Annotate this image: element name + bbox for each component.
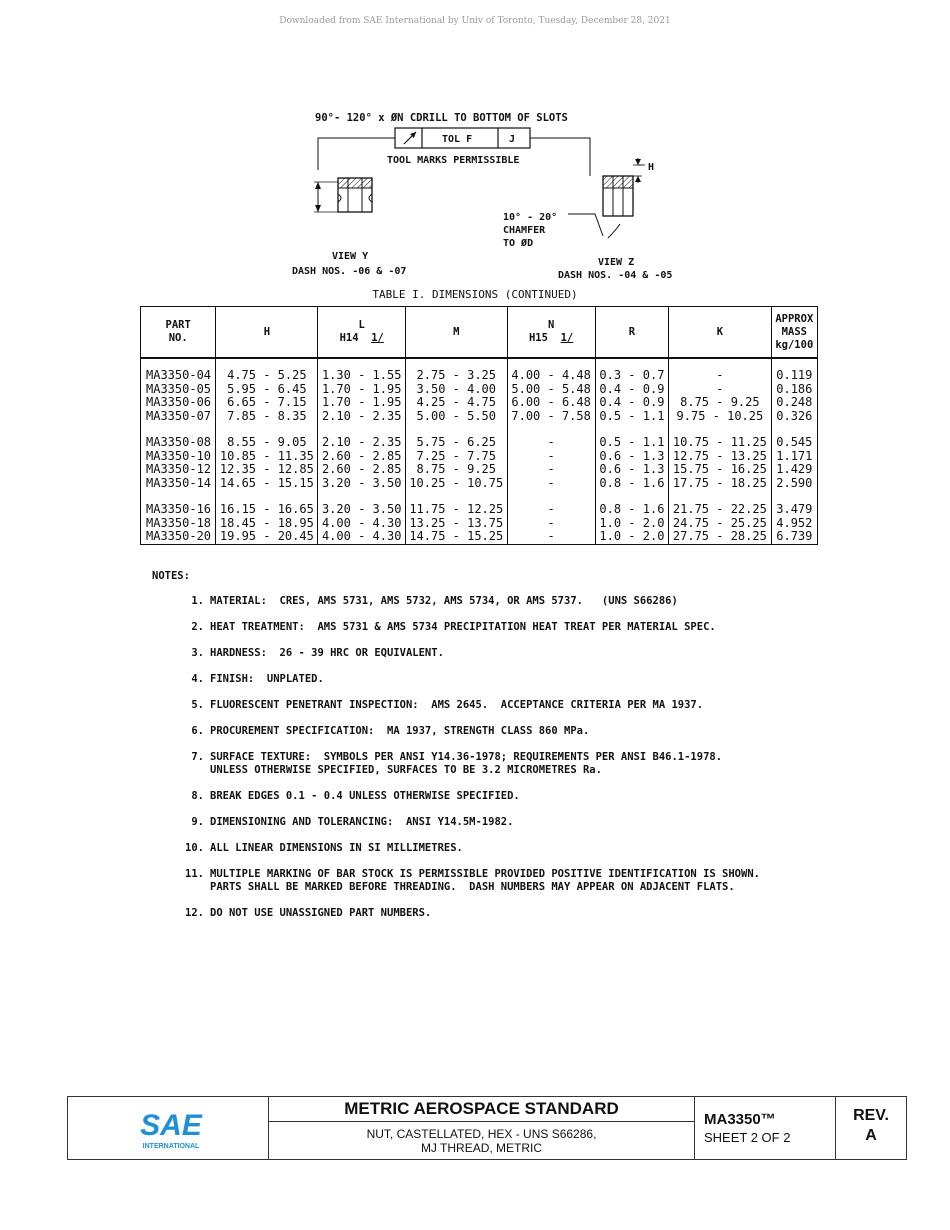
chamfer-note-2: CHAMFER (503, 225, 546, 236)
note-text: BREAK EDGES 0.1 - 0.4 UNLESS OTHERWISE SPECIFIED. (210, 790, 520, 802)
cell-r: 1.0 - 2.0 (595, 517, 668, 531)
table-row (141, 450, 818, 464)
cell-n: 4.00 - 4.48 (507, 358, 595, 383)
note-item (152, 595, 852, 608)
cell-m: 11.75 - 12.25 (406, 503, 507, 517)
note-number: 10. (185, 842, 204, 854)
cell-mass: 0.186 (771, 383, 817, 397)
cell-n: - (507, 450, 595, 464)
table-row (141, 503, 818, 517)
note-number: 8. (191, 790, 204, 802)
logo-cell (68, 1097, 269, 1159)
col-part-header: PART NO. (141, 307, 216, 359)
cell-n: 7.00 - 7.58 (507, 410, 595, 424)
subtitle-line-2: MJ THREAD, METRIC (420, 1141, 543, 1155)
table-row (141, 358, 818, 383)
cell-mass: 4.952 (771, 517, 817, 531)
cell-k: 17.75 - 18.25 (669, 477, 772, 491)
h-dimension-label: H (648, 162, 655, 173)
note-number: 1. (191, 595, 204, 607)
col-r-header: R (595, 307, 668, 359)
note-number: 12. (185, 907, 204, 919)
cell-mass: 6.739 (771, 530, 817, 544)
note-text: DIMENSIONING AND TOLERANCING: ANSI Y14.5M-1982. (210, 816, 514, 828)
note-number: 9. (191, 816, 204, 828)
cell-n: - (507, 477, 595, 491)
note-text: PROCUREMENT SPECIFICATION: MA 1937, STRENGTH CLASS 860 MPa. (210, 725, 590, 737)
cell-part: MA3350-20 (141, 530, 216, 544)
cell-k: 8.75 - 9.25 (669, 396, 772, 410)
cell-part: MA3350-16 (141, 503, 216, 517)
cell-r: 0.6 - 1.3 (595, 463, 668, 477)
note-text: MULTIPLE MARKING OF BAR STOCK IS PERMISSIBLE PROVIDED POSITIVE IDENTIFICATION IS SHOWN. PARTS SHALL BE MARKED BEFORE THREADING. DASH NUMBERS MAY APPEAR ON ADJACENT FLATS. (210, 868, 760, 893)
cell-r: 0.8 - 1.6 (595, 477, 668, 491)
view-y-dash: DASH NOS. -06 & -07 (292, 266, 407, 277)
note-number: 6. (191, 725, 204, 737)
cell-h: 10.85 - 11.35 (216, 450, 318, 464)
cell-part: MA3350-05 (141, 383, 216, 397)
cell-h: 12.35 - 12.85 (216, 463, 318, 477)
cell-l: 2.10 - 2.35 (318, 436, 406, 450)
table-title: TABLE I. DIMENSIONS (CONTINUED) (372, 288, 578, 301)
rev-cell (836, 1097, 906, 1159)
cell-n: - (507, 517, 595, 531)
standard-title: METRIC AEROSPACE STANDARD (269, 1097, 694, 1122)
cell-l: 2.60 - 2.85 (318, 450, 406, 464)
col-h-header: H (216, 307, 318, 359)
note-item (152, 621, 852, 634)
cell-h: 16.15 - 16.65 (216, 503, 318, 517)
cell-r: 0.4 - 0.9 (595, 383, 668, 397)
cell-h: 4.75 - 5.25 (216, 358, 318, 383)
cell-k: - (669, 358, 772, 383)
cell-part: MA3350-08 (141, 436, 216, 450)
view-y-nut (314, 178, 372, 212)
cell-m: 8.75 - 9.25 (406, 463, 507, 477)
cell-l: 1.70 - 1.95 (318, 383, 406, 397)
sheet-number: SHEET 2 OF 2 (704, 1130, 791, 1145)
note-text: HEAT TREATMENT: AMS 5731 & AMS 5734 PRECIPITATION HEAT TREAT PER MATERIAL SPEC. (210, 621, 716, 633)
note-item (152, 790, 852, 803)
cell-l: 1.30 - 1.55 (318, 358, 406, 383)
cell-part: MA3350-10 (141, 450, 216, 464)
drawing-svg (290, 108, 710, 288)
cell-l: 2.10 - 2.35 (318, 410, 406, 424)
tol-label: TOL F (442, 134, 473, 145)
chamfer-note-3: TO ØD (503, 238, 534, 249)
cell-l: 3.20 - 3.50 (318, 503, 406, 517)
cell-h: 6.65 - 7.15 (216, 396, 318, 410)
document-number: MA3350™ (704, 1111, 776, 1128)
note-item (152, 842, 852, 855)
cell-k: 10.75 - 11.25 (669, 436, 772, 450)
table-row (141, 410, 818, 424)
note-number: 11. (185, 868, 204, 880)
note-item (152, 907, 852, 920)
revision-value: A (865, 1127, 877, 1144)
cell-l: 3.20 - 3.50 (318, 477, 406, 491)
note-text: MATERIAL: CRES, AMS 5731, AMS 5732, AMS 5734, OR AMS 5737. (UNS S66286) (210, 595, 678, 607)
cell-k: 27.75 - 28.25 (669, 530, 772, 544)
doc-cell (695, 1097, 836, 1159)
cell-n: - (507, 436, 595, 450)
cell-part: MA3350-04 (141, 358, 216, 383)
dimensions-table (140, 306, 818, 545)
note-text: SURFACE TEXTURE: SYMBOLS PER ANSI Y14.36-1978; REQUIREMENTS PER ANSI B46.1-1978. UNLESS OTHERWISE SPECIFIED, SURFACES TO BE 3.2 MICROMETRES Ra. (210, 751, 723, 776)
cell-r: 0.6 - 1.3 (595, 450, 668, 464)
cell-h: 14.65 - 15.15 (216, 477, 318, 491)
cell-l: 4.00 - 4.30 (318, 530, 406, 544)
col-m-header: M (406, 307, 507, 359)
view-z-nut (568, 158, 645, 238)
table-row (141, 463, 818, 477)
cell-l: 4.00 - 4.30 (318, 517, 406, 531)
notes-list (152, 595, 852, 920)
cell-k: 24.75 - 25.25 (669, 517, 772, 531)
table-row (141, 396, 818, 410)
view-y-title: VIEW Y (332, 251, 369, 262)
cell-m: 14.75 - 15.25 (406, 530, 507, 544)
col-n-header: N H15 1/ (507, 307, 595, 359)
notes-title: NOTES: (152, 570, 190, 582)
cell-h: 8.55 - 9.05 (216, 436, 318, 450)
table-header-row (141, 307, 818, 359)
subtitle-line-1: NUT, CASTELLATED, HEX - UNS S66286, (366, 1127, 597, 1141)
cell-h: 18.45 - 18.95 (216, 517, 318, 531)
col-l-header: L H14 1/ (318, 307, 406, 359)
standard-subtitle (269, 1122, 694, 1155)
revision-label: REV. (853, 1107, 889, 1124)
cell-part: MA3350-12 (141, 463, 216, 477)
note-number: 3. (191, 647, 204, 659)
logo-mark: SAE (140, 1109, 202, 1142)
cell-h: 5.95 - 6.45 (216, 383, 318, 397)
cell-mass: 3.479 (771, 503, 817, 517)
cell-r: 0.5 - 1.1 (595, 436, 668, 450)
cell-n: 5.00 - 5.48 (507, 383, 595, 397)
tool-marks-note: TOOL MARKS PERMISSIBLE (387, 155, 520, 166)
note-item (152, 868, 852, 894)
view-z-dash: DASH NOS. -04 & -05 (558, 270, 673, 281)
cell-k: 9.75 - 10.25 (669, 410, 772, 424)
note-number: 5. (191, 699, 204, 711)
chamfer-note-1: 10° - 20° (503, 212, 558, 223)
cell-r: 0.5 - 1.1 (595, 410, 668, 424)
table-body (141, 358, 818, 544)
cell-n: 6.00 - 6.48 (507, 396, 595, 410)
logo-subtext: INTERNATIONAL (142, 1143, 200, 1150)
note-item (152, 647, 852, 660)
technical-drawing (290, 108, 710, 288)
cell-part: MA3350-14 (141, 477, 216, 491)
col-mass-header: APPROX MASS kg/100 (771, 307, 817, 359)
note-text: FLUORESCENT PENETRANT INSPECTION: AMS 2645. ACCEPTANCE CRITERIA PER MA 1937. (210, 699, 704, 711)
note-text: HARDNESS: 26 - 39 HRC OR EQUIVALENT. (210, 647, 444, 659)
title-cell (269, 1097, 695, 1159)
note-text: DO NOT USE UNASSIGNED PART NUMBERS. (210, 907, 432, 919)
cell-r: 0.8 - 1.6 (595, 503, 668, 517)
cell-r: 1.0 - 2.0 (595, 530, 668, 544)
sae-logo (138, 1107, 204, 1151)
table-row (141, 477, 818, 491)
cell-m: 5.00 - 5.50 (406, 410, 507, 424)
cell-r: 0.4 - 0.9 (595, 396, 668, 410)
note-item (152, 751, 852, 777)
cell-n: - (507, 463, 595, 477)
cell-mass: 1.171 (771, 450, 817, 464)
cell-l: 1.70 - 1.95 (318, 396, 406, 410)
cell-part: MA3350-07 (141, 410, 216, 424)
datum-label: J (509, 134, 516, 145)
note-item (152, 816, 852, 829)
note-number: 7. (191, 751, 204, 763)
cell-n: - (507, 503, 595, 517)
cell-n: - (507, 530, 595, 544)
cell-k: 15.75 - 16.25 (669, 463, 772, 477)
note-item (152, 699, 852, 712)
cell-h: 7.85 - 8.35 (216, 410, 318, 424)
note-text: FINISH: UNPLATED. (210, 673, 324, 685)
note-item (152, 725, 852, 738)
drill-note: 90°- 120° x ØN CDRILL TO BOTTOM OF SLOTS (315, 112, 568, 124)
cell-h: 19.95 - 20.45 (216, 530, 318, 544)
note-item (152, 673, 852, 686)
cell-mass: 0.248 (771, 396, 817, 410)
cell-m: 7.25 - 7.75 (406, 450, 507, 464)
cell-k: 21.75 - 22.25 (669, 503, 772, 517)
cell-mass: 0.545 (771, 436, 817, 450)
table-row (141, 383, 818, 397)
table-row (141, 530, 818, 544)
cell-mass: 0.119 (771, 358, 817, 383)
cell-r: 0.3 - 0.7 (595, 358, 668, 383)
cell-m: 10.25 - 10.75 (406, 477, 507, 491)
cell-l: 2.60 - 2.85 (318, 463, 406, 477)
view-z-title: VIEW Z (598, 257, 635, 268)
title-block (67, 1096, 907, 1160)
cell-mass: 2.590 (771, 477, 817, 491)
note-text: ALL LINEAR DIMENSIONS IN SI MILLIMETRES. (210, 842, 463, 854)
cell-mass: 0.326 (771, 410, 817, 424)
cell-k: - (669, 383, 772, 397)
col-k-header: K (669, 307, 772, 359)
cell-m: 3.50 - 4.00 (406, 383, 507, 397)
table-row (141, 436, 818, 450)
cell-mass: 1.429 (771, 463, 817, 477)
cell-k: 12.75 - 13.25 (669, 450, 772, 464)
cell-m: 13.25 - 13.75 (406, 517, 507, 531)
cell-m: 5.75 - 6.25 (406, 436, 507, 450)
cell-part: MA3350-18 (141, 517, 216, 531)
cell-m: 2.75 - 3.25 (406, 358, 507, 383)
cell-m: 4.25 - 4.75 (406, 396, 507, 410)
note-number: 2. (191, 621, 204, 633)
notes-section (152, 570, 852, 920)
note-number: 4. (191, 673, 204, 685)
table-row (141, 517, 818, 531)
cell-part: MA3350-06 (141, 396, 216, 410)
download-notice: Downloaded from SAE International by Univ of Toronto, Tuesday, December 28, 2021 (279, 16, 671, 26)
